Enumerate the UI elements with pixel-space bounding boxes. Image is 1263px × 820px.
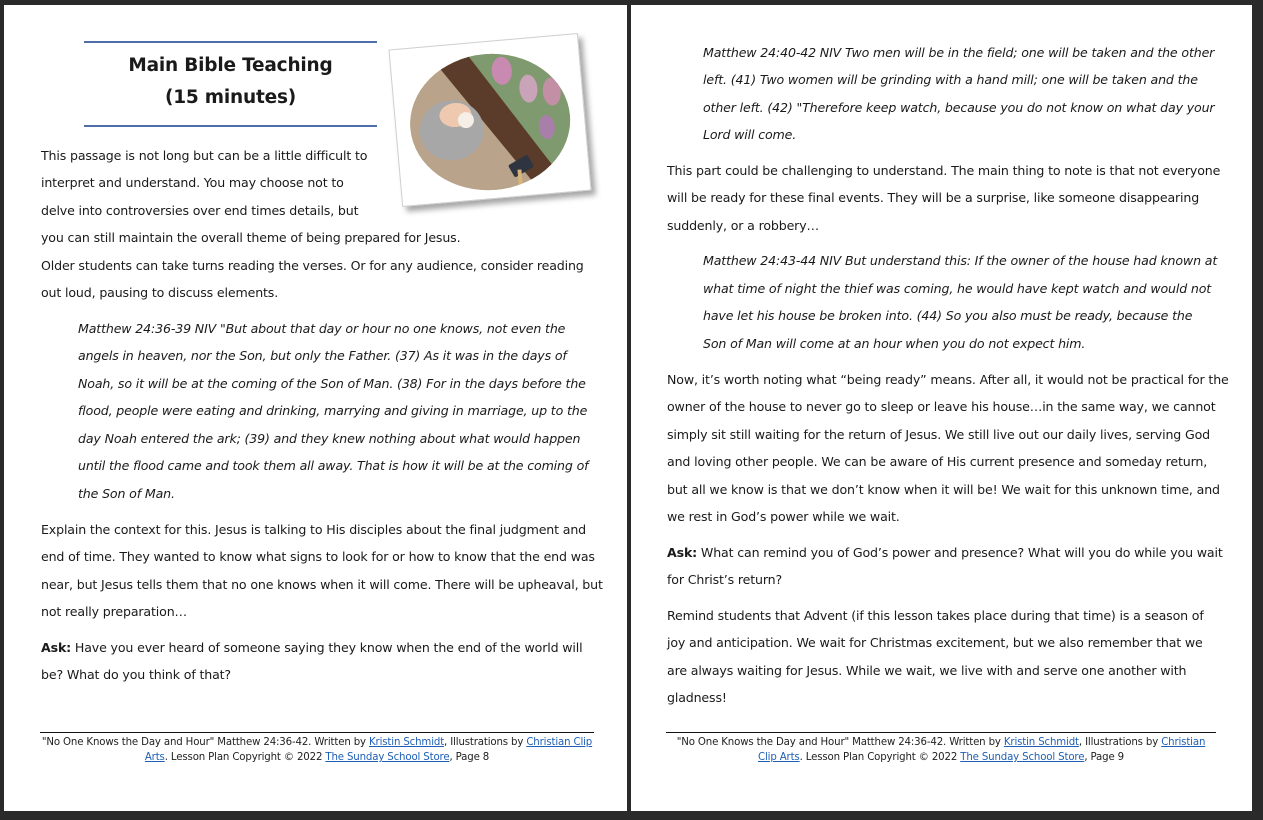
document-page-8 [4, 5, 627, 811]
verse-line: until the flood came and took them all away. That is how it will be at the coming of [78, 458, 589, 473]
footer-rule [40, 732, 594, 733]
store-link[interactable]: The Sunday School Store [325, 752, 450, 763]
page-footer: "No One Knows the Day and Hour" Matthew 24:36-42. Written by Kristin Schmidt, Illustrations by Christian Clip Arts. Lesson Plan Copyright © 2022 The Sunday School Store, Page 8 [41, 737, 593, 763]
heading-rule-top [84, 41, 377, 43]
intro-line-1: This passage is not long but can be a little difficult to [41, 148, 368, 163]
store-link[interactable]: The Sunday School Store [960, 752, 1085, 763]
challenge-line: will be ready for these final events. They will be a surprise, like someone disappearing [667, 190, 1200, 205]
ready-line: and loving other people. We can be aware of His current presence and someday return, [667, 454, 1208, 469]
intro-line-4: you can still maintain the overall theme of being prepared for Jesus. [41, 230, 461, 245]
challenge-line: suddenly, or a robbery… [667, 218, 819, 233]
context-line: Explain the context for this. Jesus is talking to His disciples about the final judgment and [41, 522, 587, 537]
ask-label: Ask: [41, 640, 72, 655]
heading-rule-bottom [84, 125, 377, 127]
verse-line: Matthew 24:40-42 NIV Two men will be in the field; one will be taken and the other [703, 45, 1215, 60]
illustrator-link[interactable]: Christian Clip Arts [144, 737, 593, 763]
intro-line-2: interpret and understand. You may choose not to [41, 175, 344, 190]
section-duration: (15 minutes) [164, 87, 297, 108]
page-number: , Page 9 [1084, 752, 1124, 763]
verse-line: Son of Man will come at an hour when you do not expect him. [703, 336, 1086, 351]
ask-question-line-1: Ask: What can remind you of God’s power and presence? What will you do while you wait [667, 545, 1223, 560]
section-title: Main Bible Teaching [128, 55, 333, 76]
verse-line: what time of night the thief was coming, he would have kept watch and would not [703, 281, 1212, 296]
ready-line: we rest in God’s power while we wait. [667, 509, 900, 524]
advent-line: joy and anticipation. We wait for Christmas excitement, but we also remember that we [667, 635, 1203, 650]
context-line: end of time. They wanted to know what signs to look for or how to know that the end was [41, 549, 595, 564]
verse-line: other left. (42) "Therefore keep watch, because you do not know on what day your [703, 100, 1215, 115]
document-page-9 [631, 5, 1252, 811]
ready-line: Now, it’s worth noting what “being ready” means. After all, it would not be practical for the [667, 372, 1229, 387]
ask-question-line-2: be? What do you think of that? [41, 667, 231, 682]
page-number: , Page 8 [449, 752, 490, 763]
verse-line: the Son of Man. [78, 486, 175, 501]
verse-line: Matthew 24:36-39 NIV "But about that day or hour no one knows, not even the [78, 321, 566, 336]
advent-line: are always waiting for Jesus. While we wait, we live with and serve one another with [667, 663, 1187, 678]
context-line: not really preparation… [41, 604, 187, 619]
verse-line: flood, people were eating and drinking, marrying and giving in marriage, up to the [78, 403, 588, 418]
verse-line: left. (41) Two women will be grinding with a hand mill; one will be taken and the [703, 72, 1198, 87]
verse-line: Noah, so it will be at the coming of the Son of Man. (38) For in the days before the [78, 376, 586, 391]
noah-ark-illustration [388, 33, 591, 207]
ready-line: simply sit still waiting for the return of Jesus. We still live out our daily lives, serving God [667, 427, 1210, 442]
verse-line: day Noah entered the ark; (39) and they knew nothing about what would happen [78, 431, 581, 446]
noah-ark-flood-icon [390, 34, 591, 206]
reading-line-2: out loud, pausing to discuss elements. [41, 285, 279, 300]
author-link[interactable]: Kristin Schmidt [369, 737, 445, 748]
verse-line: Matthew 24:43-44 NIV But understand this: If the owner of the house had known at [703, 253, 1218, 268]
ready-line: but all we know is that we don’t know when it will be! We wait for this unknown time, and [667, 482, 1220, 497]
verse-line: angels in heaven, nor the Son, but only the Father. (37) As it was in the days of [78, 348, 567, 363]
ask-label: Ask: [667, 545, 698, 560]
verse-line: have let his house be broken into. (44) So you also must be ready, because the [703, 308, 1193, 323]
advent-line: Remind students that Advent (if this lesson takes place during that time) is a season of [667, 608, 1204, 623]
footer-rule [666, 732, 1216, 733]
advent-line: gladness! [667, 690, 727, 705]
intro-line-3: delve into controversies over end times details, but [41, 203, 359, 218]
reading-line-1: Older students can take turns reading the verses. Or for any audience, consider reading [41, 258, 584, 273]
ask-question-line-1: Ask: Have you ever heard of someone saying they know when the end of the world will [41, 640, 583, 655]
ready-line: owner of the house to never go to sleep or leave his house…in the same way, we cannot [667, 399, 1216, 414]
challenge-line: This part could be challenging to understand. The main thing to note is that not everyone [667, 163, 1221, 178]
verse-line: Lord will come. [703, 127, 797, 142]
illustrator-link[interactable]: Christian Clip Arts [758, 737, 1206, 763]
author-link[interactable]: Kristin Schmidt [1003, 737, 1079, 748]
page-footer: "No One Knows the Day and Hour" Matthew 24:36-42. Written by Kristin Schmidt, Illustrations by Christian Clip Arts. Lesson Plan Copyright © 2022 The Sunday School Store, Page 9 [676, 737, 1206, 763]
ask-question-line-2: for Christ’s return? [667, 572, 783, 587]
context-line: near, but Jesus tells them that no one knows when it will come. There will be upheaval, but [41, 577, 603, 592]
